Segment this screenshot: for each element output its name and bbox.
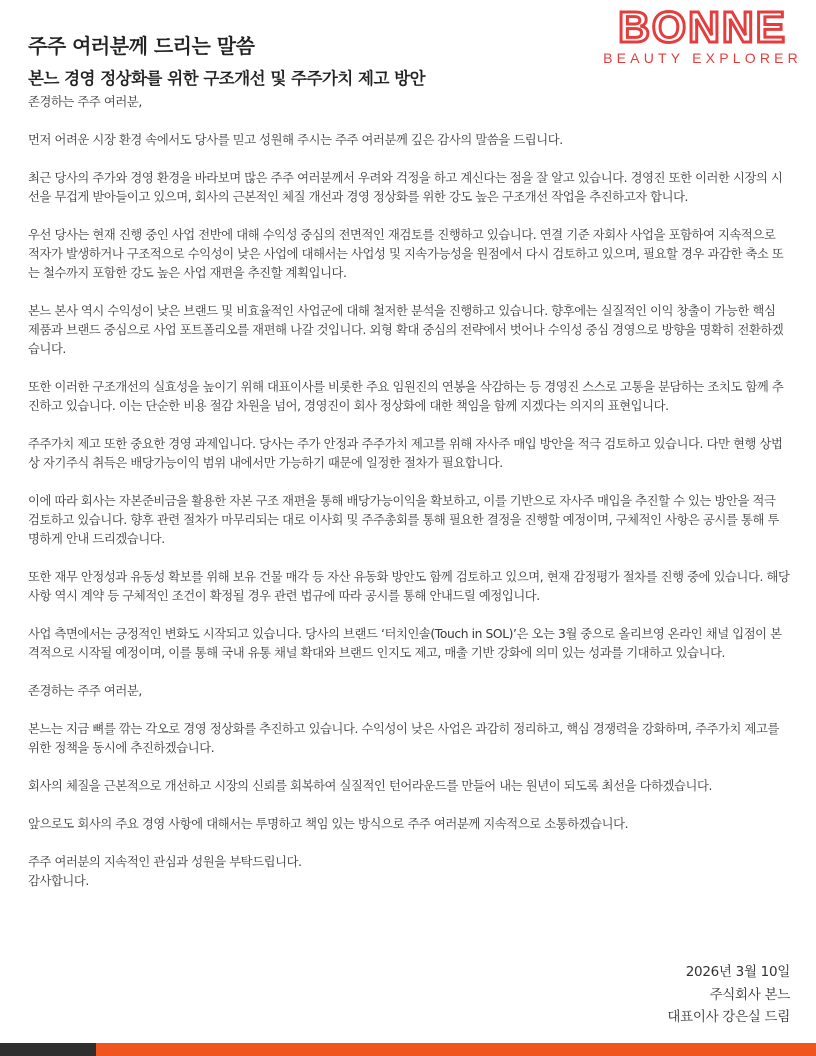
paragraph-thanks: 먼저 어려운 시장 환경 속에서도 당사를 믿고 성원해 주시는 주주 여러분께 깊은 감사의 말씀을 드립니다. — [28, 133, 563, 147]
signature-block — [667, 961, 790, 1029]
paragraph-commitment: 본느는 지금 뼈를 깎는 각오로 경영 정상화를 추진하고 있습니다. 수익성이 낮은 사업은 과감히 정리하고, 핵심 경쟁력을 강화하며, 주주가치 제고를 위한 정책을 동시에 추진하겠습니다. — [28, 722, 779, 755]
paragraph-request: 주주 여러분의 지속적인 관심과 성원을 부탁드립니다. — [28, 855, 302, 869]
letter-body — [28, 93, 790, 891]
paragraph-asset-liquidation: 또한 재무 안정성과 유동성 확보를 위해 보유 건물 매각 등 자산 유동화 방안도 함께 검토하고 있으며, 현재 감정평가 절차를 진행 중에 있습니다. 해당 사항 역시 계약 등 구체적인 조건이 확정될 경우 관련 법규에 따라 공시를 통해 안내드릴 예정입니다. — [28, 570, 790, 603]
paragraph-executive-pay: 또한 이러한 구조개선의 실효성을 높이기 위해 대표이사를 비롯한 주요 임원진의 연봉을 삭감하는 등 경영진 스스로 고통을 분담하는 조치도 함께 추진하고 있습니다. 이는 단순한 비용 절감 차원을 넘어, 경영진이 회사 정상화에 대한 책임을 함께 지겠다는 의지의 표현입니다. — [28, 380, 784, 413]
greeting: 존경하는 주주 여러분, — [28, 95, 142, 109]
paragraph-communication: 앞으로도 회사의 주요 경영 사항에 대해서는 투명하고 책임 있는 방식으로 주주 여러분께 지속적으로 소통하겠습니다. — [28, 817, 629, 831]
paragraph-capital-restructure: 이에 따라 회사는 자본준비금을 활용한 자본 구조 재편을 통해 배당가능이익을 확보하고, 이를 기반으로 자사주 매입을 추진할 수 있는 방안을 적극 검토하고 있습니다. 향후 관련 절차가 마무리되는 대로 이사회 및 주주총회를 통해 필요한 결정을 진행할 예정이며, 구체적인 사항은 공시를 통해 투명하게 안내 드리겠습니다. — [28, 494, 779, 546]
paragraph-shareholder-value: 주주가치 제고 또한 중요한 경영 과제입니다. 당사는 주가 안정과 주주가치 제고를 위해 자사주 매입 방안을 적극 검토하고 있습니다. 다만 현행 상법상 자기주식 취득은 배당가능이익 범위 내에서만 가능하기 때문에 일정한 절차가 필요합니다. — [28, 437, 783, 470]
paragraph-business-review: 우선 당사는 현재 진행 중인 사업 전반에 대해 수익성 중심의 전면적인 재검토를 진행하고 있습니다. 연결 기준 자회사 사업을 포함하여 지속적으로 적자가 발생하거나 구조적으로 수익성이 낮은 사업에 대해서는 사업성 및 지속가능성을 원점에서 다시 검토하고 있으며, 필요할 경우 과감한 축소 또는 철수까지 포함한 강도 높은 사업 재편을 추진할 계획입니다. — [28, 228, 784, 280]
footer-bar-dark — [0, 1043, 96, 1056]
closing-thanks: 감사합니다. — [28, 874, 89, 888]
logo-wordmark: BONNE — [618, 3, 787, 52]
letter-date: 2026년 3월 10일 — [685, 964, 790, 980]
company-logo — [603, 3, 802, 66]
logo-tagline: BEAUTY EXPLORER — [603, 50, 802, 66]
greeting-repeat: 존경하는 주주 여러분, — [28, 684, 142, 698]
page-subtitle: 본느 경영 정상화를 위한 구조개선 및 주주가치 제고 방안 — [28, 69, 426, 88]
paragraph-brand-portfolio: 본느 본사 역시 수익성이 낮은 브랜드 및 비효율적인 사업군에 대해 철저한 분석을 진행하고 있습니다. 향후에는 실질적인 이익 창출이 가능한 핵심 제품과 브랜드 중심으로 사업 포트폴리오를 재편해 나갈 것입니다. 외형 확대 중심의 전략에서 벗어나 수익성 중심 경영으로 방향을 명확히 전환하겠습니다. — [28, 304, 784, 356]
paragraph-turnaround: 회사의 체질을 근본적으로 개선하고 시장의 신뢰를 회복하여 실질적인 턴어라운드를 만들어 내는 원년이 되도록 최선을 다하겠습니다. — [28, 779, 712, 793]
signer-name: 대표이사 강은실 드림 — [667, 1009, 790, 1025]
page-title: 주주 여러분께 드리는 말씀 — [28, 34, 255, 58]
company-name: 주식회사 본느 — [709, 986, 790, 1003]
paragraph-concern: 최근 당사의 주가와 경영 환경을 바라보며 많은 주주 여러분께서 우려와 걱정을 하고 계신다는 점을 잘 알고 있습니다. 경영진 또한 이러한 시장의 시선을 무겁게 받아들이고 있으며, 회사의 근본적인 체질 개선과 경영 정상화를 위한 강도 높은 구조개선 작업을 추진하고자 합니다. — [28, 171, 783, 204]
footer-bar-accent — [96, 1043, 816, 1056]
paragraph-brand-launch: 사업 측면에서는 긍정적인 변화도 시작되고 있습니다. 당사의 브랜드 ‘터치인솔(Touch in SOL)’은 오는 3월 중으로 올리브영 온라인 채널 입점이 본격적으로 시작될 예정이며, 이를 통해 국내 유통 채널 확대와 브랜드 인지도 제고, 매출 기반 강화에 의미 있는 성과를 기대하고 있습니다. — [28, 627, 782, 660]
